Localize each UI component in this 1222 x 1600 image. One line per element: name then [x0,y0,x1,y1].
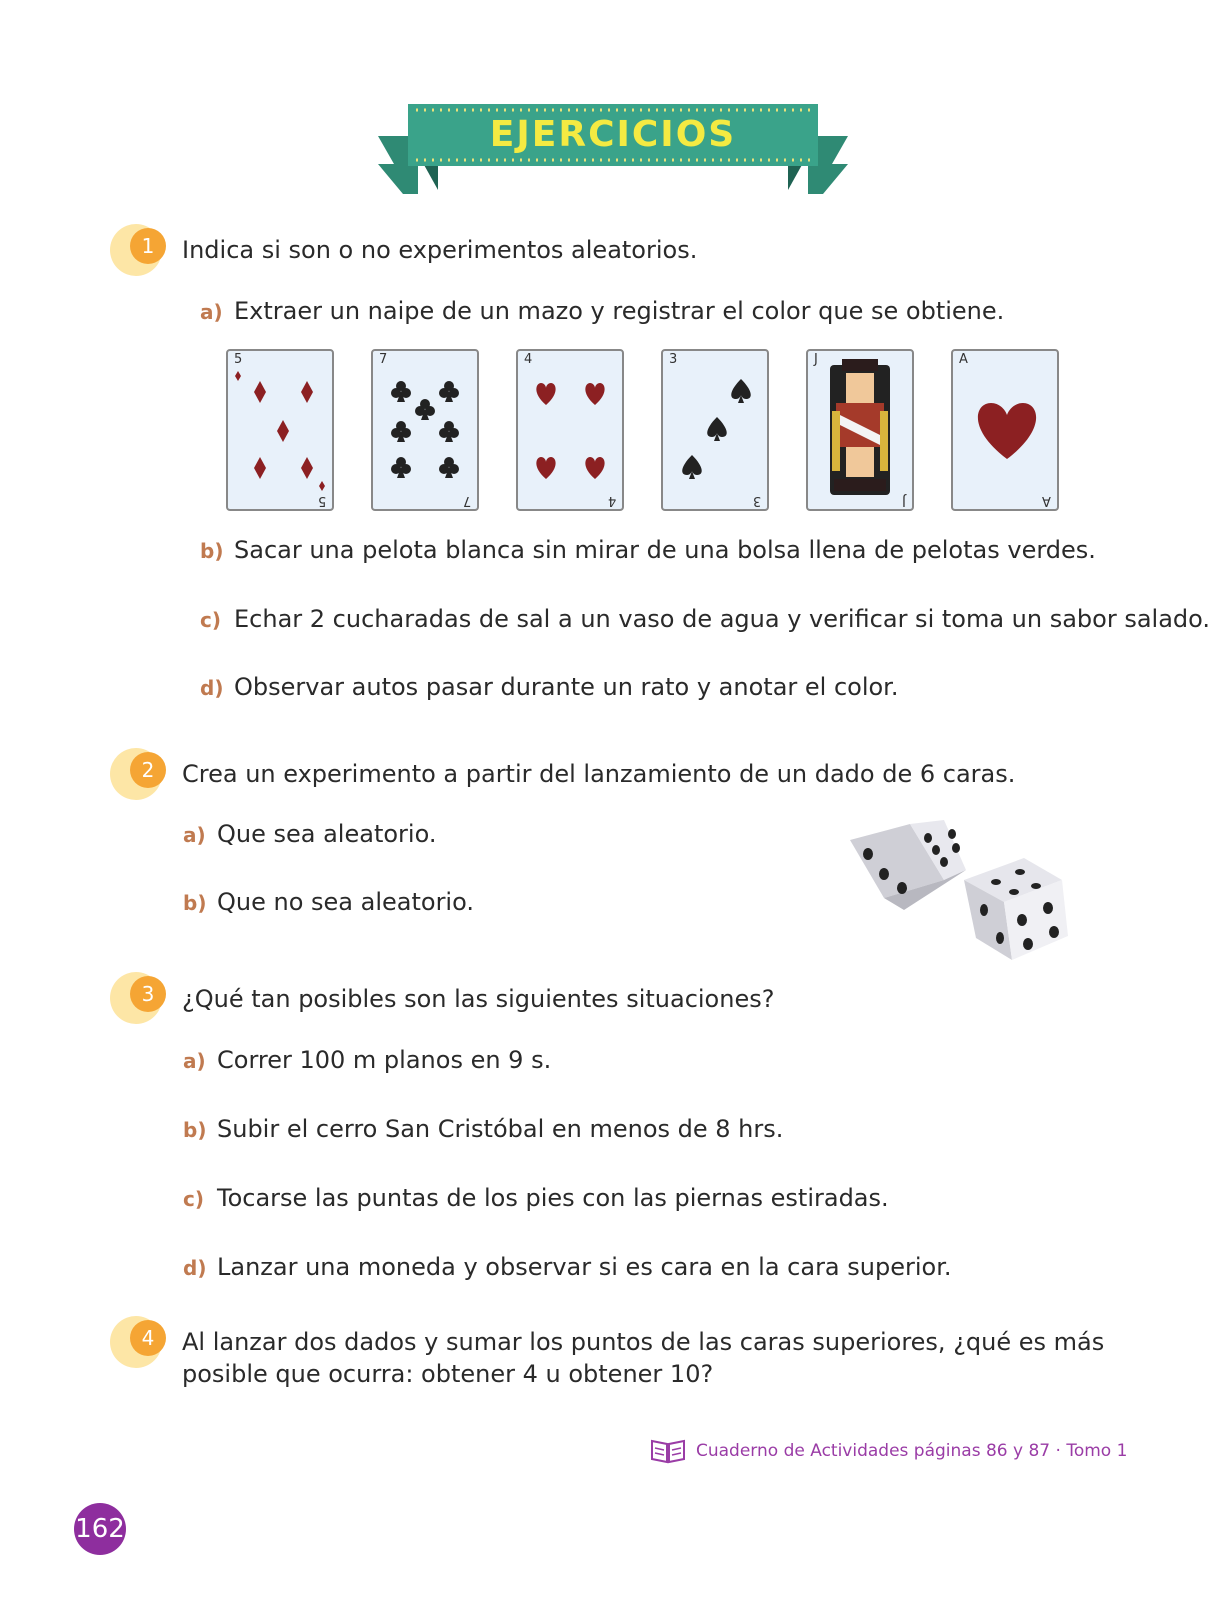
question-number: 2 [130,752,166,788]
workbook-reference [650,1438,1127,1464]
item-text: Tocarse las puntas de los pies con las piernas estiradas. [217,1184,889,1212]
item-letter: a) [183,823,206,847]
question-3-text: ¿Qué tan posibles son las siguientes situaciones? [182,985,775,1013]
question-number: 3 [130,976,166,1012]
question-4-line-2: posible que ocurra: obtener 4 u obtener 10? [182,1360,714,1388]
item-text: Echar 2 cucharadas de sal a un vaso de agua y verificar si toma un sabor salado. [234,605,1211,633]
book-icon [650,1438,686,1464]
question-1-text: Indica si son o no experimentos aleatorios. [182,236,698,264]
heart-icon [518,351,622,509]
item-letter: b) [200,539,224,563]
question-4-text [182,1326,1104,1390]
item-letter: b) [183,1118,207,1142]
item-text: Observar autos pasar durante un rato y anotar el color. [234,673,899,701]
question-number-badge [110,972,162,1024]
q2-item-a [183,820,436,848]
item-letter: c) [183,1187,204,1211]
club-icon [373,351,477,509]
question-number-badge [110,1316,162,1368]
jack-figure-icon [808,351,912,509]
q1-item-a [200,297,1004,325]
card-rank-bottom: J [902,493,906,508]
item-text: Subir el cerro San Cristóbal en menos de 8 hrs. [217,1115,784,1143]
banner-title: EJERCICIOS [489,114,737,155]
card-rank: A [959,352,968,367]
large-heart-icon [953,351,1057,509]
card-ace-hearts [951,349,1059,511]
spade-icon [663,351,767,509]
q3-item-a [183,1046,551,1074]
card-jack-spades [806,349,914,511]
card-rank: 3 [669,352,678,367]
question-number-badge [110,748,162,800]
q1-item-c [200,605,1210,633]
dice-icon [844,820,1084,990]
question-2-text: Crea un experimento a partir del lanzamiento de un dado de 6 caras. [182,760,1016,788]
question-number: 1 [130,228,166,264]
item-text: Extraer un naipe de un mazo y registrar el color que se obtiene. [234,297,1005,325]
diamond-icon [228,351,332,509]
card-rank-bottom: 4 [607,493,616,508]
q3-item-b [183,1115,783,1143]
card-rank: 5 [234,352,243,367]
question-number: 4 [130,1320,166,1356]
page-number: 162 [74,1503,126,1555]
card-rank-bottom: 3 [752,493,761,508]
card-5-diamonds [226,349,334,511]
card-3-spades [661,349,769,511]
q1-item-d [200,673,898,701]
item-letter: d) [183,1256,207,1280]
question-number-badge [110,224,162,276]
item-letter: b) [183,891,207,915]
item-letter: a) [183,1049,206,1073]
item-letter: d) [200,676,224,700]
item-text: Que sea aleatorio. [217,820,437,848]
q3-item-d [183,1253,952,1281]
item-text: Que no sea aleatorio. [217,888,474,916]
card-4-hearts [516,349,624,511]
card-rank-bottom: A [1042,493,1051,508]
card-rank: 7 [379,352,388,367]
exercises-banner [378,104,848,196]
question-4-line-1: Al lanzar dos dados y sumar los puntos de las caras superiores, ¿qué es más [182,1328,1105,1356]
q1-item-b [200,536,1096,564]
card-rank-bottom: 5 [317,493,326,508]
q2-item-b [183,888,474,916]
item-text: Sacar una pelota blanca sin mirar de una bolsa llena de pelotas verdes. [234,536,1096,564]
item-letter: c) [200,608,221,632]
workbook-reference-text: Cuaderno de Actividades páginas 86 y 87 · Tomo 1 [696,1441,1128,1461]
item-text: Lanzar una moneda y observar si es cara en la cara superior. [217,1253,952,1281]
item-letter: a) [200,300,223,324]
card-rank: 4 [524,352,533,367]
card-7-clubs [371,349,479,511]
q3-item-c [183,1184,889,1212]
item-text: Correr 100 m planos en 9 s. [217,1046,552,1074]
card-rank: J [814,352,818,367]
playing-cards [226,349,1086,514]
card-rank-bottom: 7 [462,493,471,508]
